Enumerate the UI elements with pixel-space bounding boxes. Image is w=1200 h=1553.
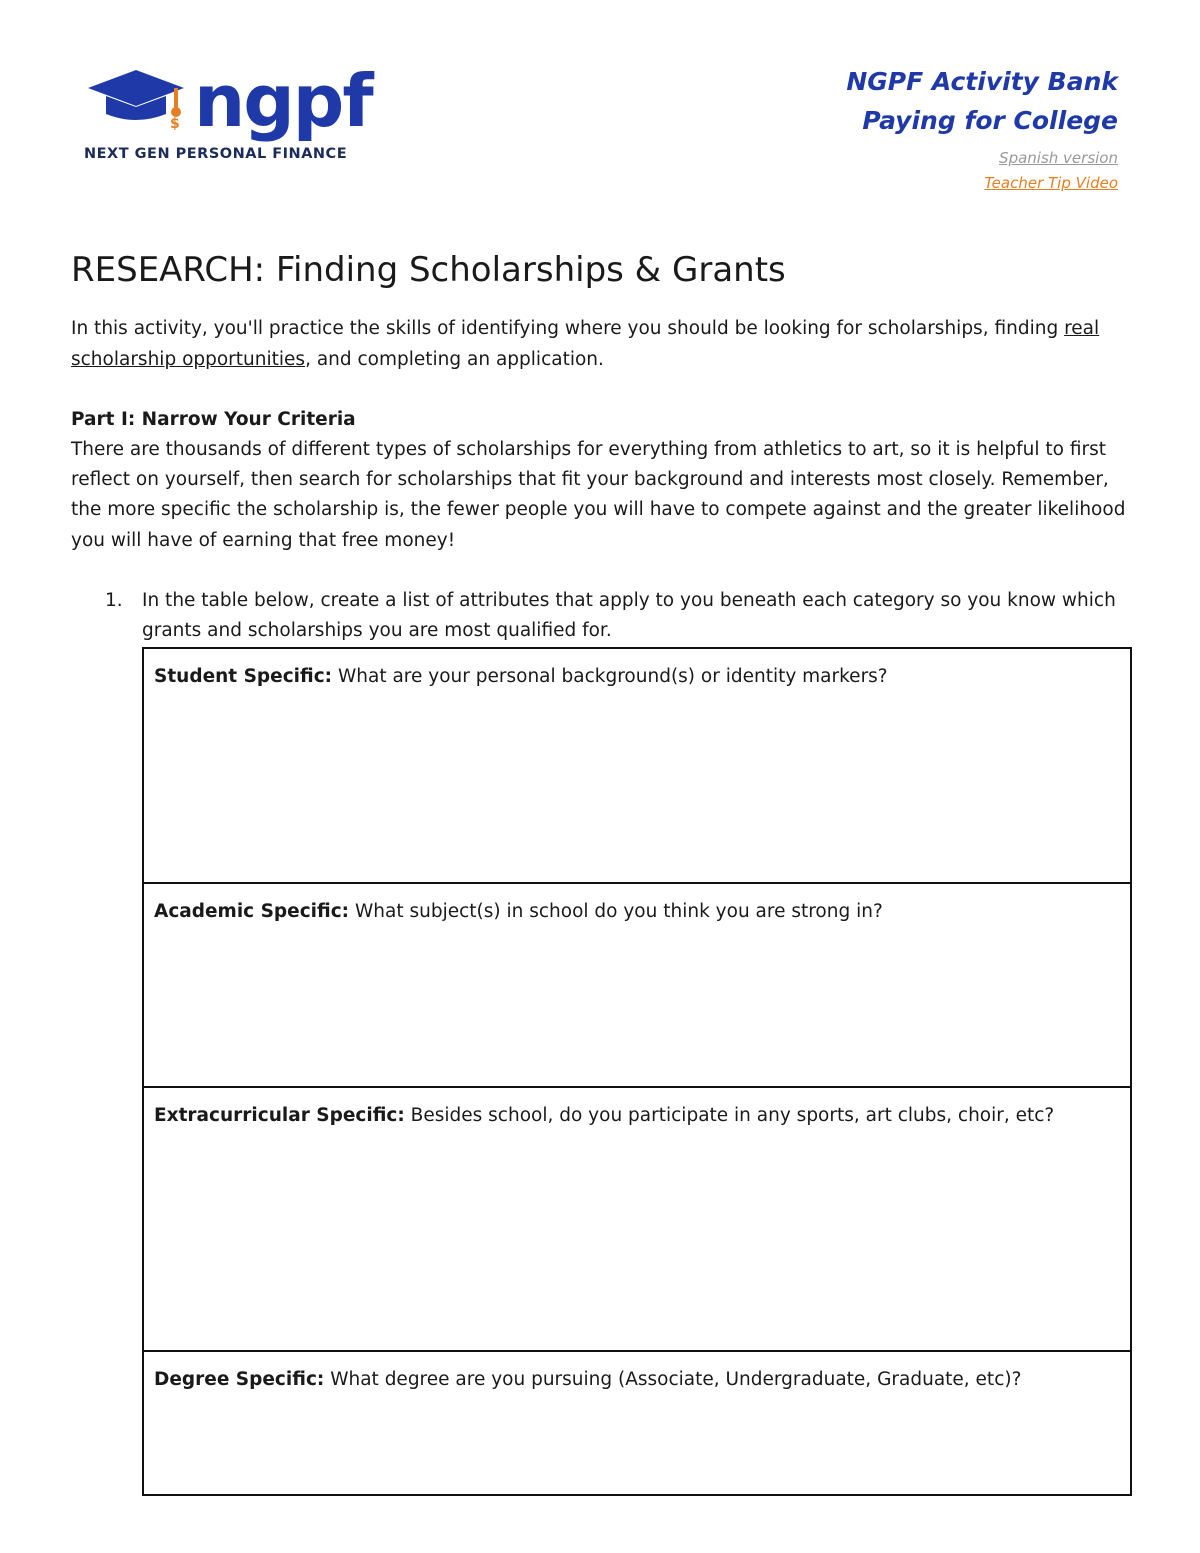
row-label: Degree Specific: bbox=[154, 1369, 325, 1390]
row-label: Academic Specific: bbox=[154, 901, 350, 922]
svg-text:ngpf: ngpf bbox=[194, 60, 372, 143]
intro-text-start: In this activity, you'll practice the skills of identifying where you should be looking for scholarships, finding bbox=[71, 318, 1065, 339]
question-text: In the table below, create a list of attributes that apply to you beneath each category so you know which grants and scholarships you are most qualified for. bbox=[142, 590, 1116, 642]
unit-title: Paying for College bbox=[862, 106, 1118, 135]
question-number: 1. bbox=[105, 590, 123, 611]
row-label: Student Specific: bbox=[154, 666, 333, 687]
graduation-cap-logo-icon bbox=[84, 60, 384, 144]
teacher-tip-video-link[interactable]: Teacher Tip Video bbox=[984, 174, 1118, 192]
question-1 bbox=[71, 586, 1141, 646]
row-prompt: What subject(s) in school do you think you are strong in? bbox=[354, 901, 883, 922]
student-specific-cell[interactable] bbox=[143, 648, 1131, 883]
row-label: Extracurricular Specific: bbox=[154, 1105, 405, 1126]
ngpf-logo bbox=[84, 60, 384, 170]
table-row bbox=[143, 1351, 1131, 1495]
svg-text:$: $ bbox=[170, 116, 180, 132]
part1-heading: Part I: Narrow Your Criteria bbox=[71, 409, 356, 430]
intro-paragraph bbox=[71, 314, 1141, 375]
row-prompt: What degree are you pursuing (Associate, Undergraduate, Graduate, etc)? bbox=[330, 1369, 1022, 1390]
page-title: RESEARCH: Finding Scholarships & Grants bbox=[71, 250, 786, 290]
criteria-table bbox=[142, 647, 1132, 1496]
table-row bbox=[143, 1087, 1131, 1351]
academic-specific-cell[interactable] bbox=[143, 883, 1131, 1087]
activity-bank-title: NGPF Activity Bank bbox=[846, 67, 1118, 96]
extracurricular-specific-cell[interactable] bbox=[143, 1087, 1131, 1351]
real-scholarship-opportunities-link[interactable]: real scholarship opportunities bbox=[71, 318, 1100, 370]
header-right bbox=[846, 62, 1118, 196]
part1-body: There are thousands of different types of scholarships for everything from athletics to art, so it is helpful to first reflect on yourself, then search for scholarships that fit your background and interests most closely. Remember, the more specific the scholarship is, the fewer people you will have to compete against and the greater likelihood you will have of earning that free money! bbox=[71, 439, 1126, 551]
spanish-version-link[interactable]: Spanish version bbox=[999, 149, 1118, 167]
row-prompt: Besides school, do you participate in any sports, art clubs, choir, etc? bbox=[410, 1105, 1055, 1126]
table-row bbox=[143, 648, 1131, 883]
logo-tagline: NEXT GEN PERSONAL FINANCE bbox=[84, 146, 348, 162]
table-row bbox=[143, 883, 1131, 1087]
intro-text-end: , and completing an application. bbox=[305, 348, 604, 370]
row-prompt: What are your personal background(s) or identity markers? bbox=[337, 666, 888, 687]
degree-specific-cell[interactable] bbox=[143, 1351, 1131, 1495]
